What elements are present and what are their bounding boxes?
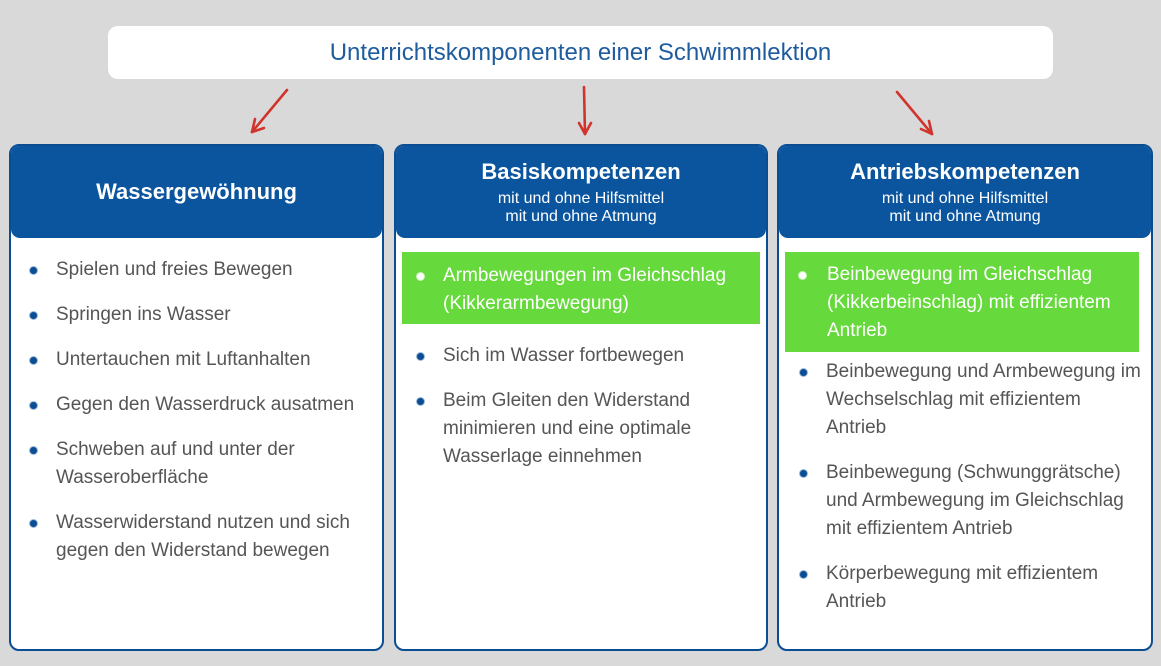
column-title: Wassergewöhnung xyxy=(96,179,297,204)
list-item xyxy=(11,346,382,374)
list-item-text: Armbewegungen im Gleichschlag (Kikkerarmbewegung) xyxy=(443,265,727,314)
column-wassergewoehnung xyxy=(9,144,384,651)
list-item xyxy=(779,459,1151,543)
column-subtitle: mit und ohne Atmung xyxy=(505,207,657,225)
list-item-text: Sich im Wasser fortbewegen xyxy=(443,345,685,366)
column-title: Antriebskompetenzen xyxy=(850,158,1080,184)
bullet-icon xyxy=(30,402,37,409)
list-item xyxy=(11,256,382,284)
bullet-icon xyxy=(417,273,424,280)
list-item-text: Gegen den Wasserdruck ausatmen xyxy=(56,394,355,415)
column-list xyxy=(11,238,382,565)
highlight-item xyxy=(785,252,1139,352)
list-item xyxy=(396,387,766,471)
list-item xyxy=(11,391,382,419)
bullet-icon xyxy=(30,447,37,454)
bullet-icon xyxy=(30,267,37,274)
list-item-text: Beinbewegung (Schwunggrätsche) und Armbewegung im Gleichschlag mit effizientem Antrieb xyxy=(826,462,1124,539)
column-subtitle: mit und ohne Hilfsmittel xyxy=(881,189,1049,207)
bullet-icon xyxy=(800,369,807,376)
list-item-text: Beinbewegung im Gleichschlag (Kikkerbeinschlag) mit effizientem Antrieb xyxy=(827,264,1111,341)
arrow-left-icon xyxy=(252,90,287,132)
list-item-text: Beinbewegung und Armbewegung im Wechselschlag mit effizientem Antrieb xyxy=(826,361,1141,438)
column-basiskompetenzen xyxy=(394,144,768,651)
arrow-right-icon xyxy=(897,92,932,134)
bullet-icon xyxy=(30,520,37,527)
arrow-center-icon xyxy=(579,87,591,134)
bullet-icon xyxy=(417,353,424,360)
highlight-item xyxy=(402,252,760,324)
column-subtitle: mit und ohne Hilfsmittel xyxy=(497,189,665,207)
list-item-text: Spielen und freies Bewegen xyxy=(56,259,293,280)
column-header xyxy=(11,146,382,238)
bullet-icon xyxy=(800,470,807,477)
column-header xyxy=(396,146,766,238)
bullet-icon xyxy=(799,272,806,279)
list-item-text: Beim Gleiten den Widerstand minimieren und eine optimale Wasserlage einnehmen xyxy=(443,390,692,467)
list-item xyxy=(396,342,766,370)
list-item-text: Springen ins Wasser xyxy=(56,304,231,325)
column-subtitle: mit und ohne Atmung xyxy=(889,207,1041,225)
bullet-icon xyxy=(30,357,37,364)
list-item-text: Untertauchen mit Luftanhalten xyxy=(56,349,311,370)
bullet-icon xyxy=(417,398,424,405)
list-item xyxy=(11,509,382,565)
column-list xyxy=(779,238,1151,616)
list-item-text: Schweben auf und unter der Wasseroberfläche xyxy=(56,439,295,488)
column-list xyxy=(396,238,766,471)
list-item xyxy=(779,560,1151,616)
bullet-icon xyxy=(800,571,807,578)
column-title: Basiskompetenzen xyxy=(481,158,681,184)
list-item-text: Körperbewegung mit effizientem Antrieb xyxy=(826,563,1099,612)
list-item xyxy=(11,436,382,492)
diagram-title: Unterrichtskomponenten einer Schwimmlektion xyxy=(108,26,1053,79)
column-antriebskompetenzen xyxy=(777,144,1153,651)
list-item xyxy=(779,358,1151,442)
list-item-text: Wasserwiderstand nutzen und sich gegen den Widerstand bewegen xyxy=(56,512,350,561)
column-header xyxy=(779,146,1151,238)
bullet-icon xyxy=(30,312,37,319)
list-item xyxy=(11,301,382,329)
